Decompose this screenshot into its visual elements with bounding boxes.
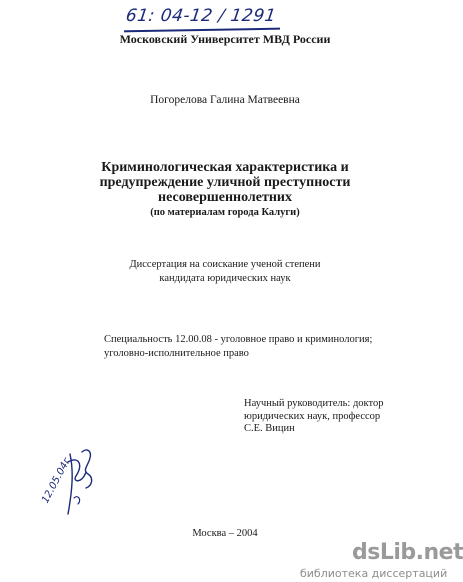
specialty-line-2: уголовно-исполнительное право xyxy=(104,348,249,359)
specialty-line-1: Специальность 12.00.08 - уголовное право и криминология; xyxy=(104,334,373,345)
supervisor-line-2: юридических наук, профессор xyxy=(244,410,381,422)
signature-date: 12.05.04г. xyxy=(40,453,75,506)
supervisor-line-1: Научный руководитель: доктор xyxy=(244,398,384,409)
watermark xyxy=(300,540,463,582)
watermark-logo: dsLib.net xyxy=(352,540,463,565)
archive-code-handwritten: 61: 04-12 / 1291 xyxy=(124,6,278,26)
author-name: Погорелова Галина Матвеевна xyxy=(150,94,300,106)
dissertation-subtitle: (по материалам города Калуги) xyxy=(150,207,300,218)
scientific-supervisor xyxy=(244,398,383,436)
watermark-tagline: библиотека диссертаций xyxy=(300,567,448,580)
degree-line-2: кандидата юридических наук xyxy=(159,273,291,284)
title-line-2: предупреждение уличной преступности xyxy=(99,175,351,190)
handwritten-signature xyxy=(52,442,112,532)
city-and-year: Москва – 2004 xyxy=(192,528,258,539)
title-line-3: несовершеннолетних xyxy=(158,190,292,205)
degree-statement xyxy=(0,258,450,286)
supervisor-line-3: С.Е. Вицин xyxy=(244,423,295,434)
specialty-statement xyxy=(104,333,372,361)
institution-name: Московский Университет МВД России xyxy=(119,32,331,46)
title-line-1: Криминологическая характеристика и xyxy=(101,160,349,175)
dissertation-title xyxy=(0,160,450,205)
degree-line-1: Диссертация на соискание ученой степени xyxy=(129,259,321,270)
